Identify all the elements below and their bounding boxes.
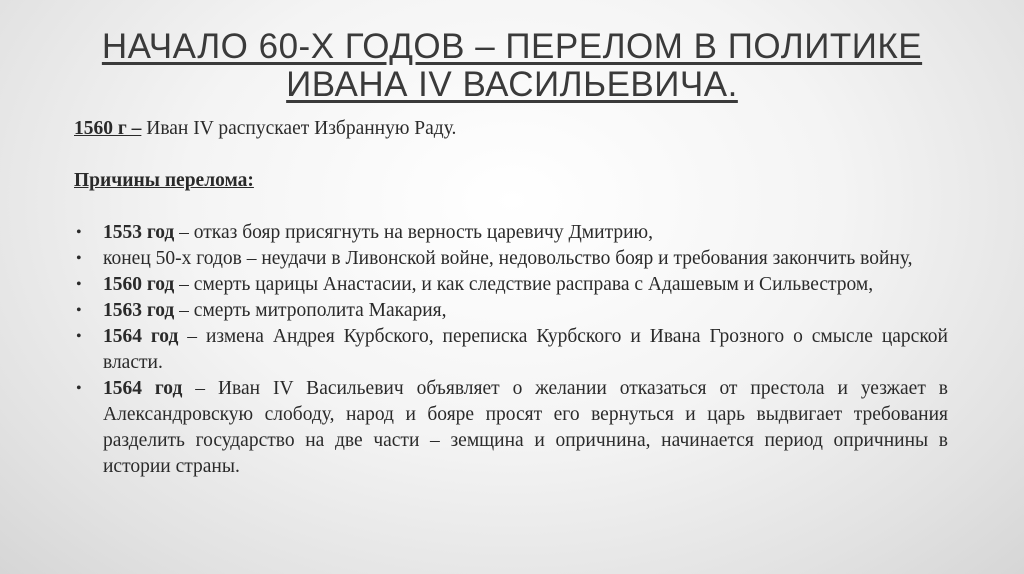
reason-text: – измена Андрея Курбского, переписка Курбского и Ивана Грозного о смысле царской власти. — [103, 326, 948, 373]
reason-text: – смерть царицы Анастасии, и как следствие расправа с Адашевым и Сильвестром, — [174, 274, 874, 295]
reason-text: – Иван IV Васильевич объявляет о желании отказаться от престола и уезжает в Александровскую слободу, народ и бояре просят его вернуться и царь выдвигает требования разделить государство на две части – земщина и опричнина, начинается период опричнины в истории страны. — [103, 378, 948, 477]
title-line-2: ИВАНА IV ВАСИЛЬЕВИЧА. — [286, 65, 738, 104]
list-item — [74, 324, 948, 376]
list-item — [74, 376, 948, 480]
intro-year: 1560 г – — [74, 118, 142, 139]
reason-year: 1563 год — [103, 300, 175, 321]
bullet-icon: • — [76, 224, 82, 241]
reasons-list — [74, 220, 948, 480]
slide-title — [60, 28, 964, 104]
list-item — [74, 246, 948, 272]
reason-text: – смерть митрополита Макария, — [174, 300, 447, 321]
intro-paragraph — [74, 116, 948, 142]
reason-text: конец 50-х годов – неудачи в Ливонской войне, недовольство бояр и требования закончить войну, — [103, 248, 913, 269]
slide-content — [74, 116, 948, 480]
reason-year: 1564 год — [103, 378, 183, 399]
title-line-1: НАЧАЛО 60-Х ГОДОВ – ПЕРЕЛОМ В ПОЛИТИКЕ — [101, 27, 923, 66]
reason-year: 1564 год — [103, 326, 179, 347]
bullet-icon: • — [76, 328, 82, 345]
list-item — [74, 220, 948, 246]
intro-text: Иван IV распускает Избранную Раду. — [141, 118, 457, 139]
bullet-icon: • — [76, 302, 82, 319]
list-item — [74, 272, 948, 298]
bullet-icon: • — [76, 276, 82, 293]
reason-year: 1553 год — [103, 222, 175, 243]
reason-text: – отказ бояр присягнуть на верность царевичу Дмитрию, — [174, 222, 653, 243]
reason-year: 1560 год — [103, 274, 175, 295]
bullet-icon: • — [76, 250, 82, 267]
list-item — [74, 298, 948, 324]
reasons-heading: Причины перелома: — [74, 170, 254, 191]
bullet-icon: • — [76, 380, 82, 397]
